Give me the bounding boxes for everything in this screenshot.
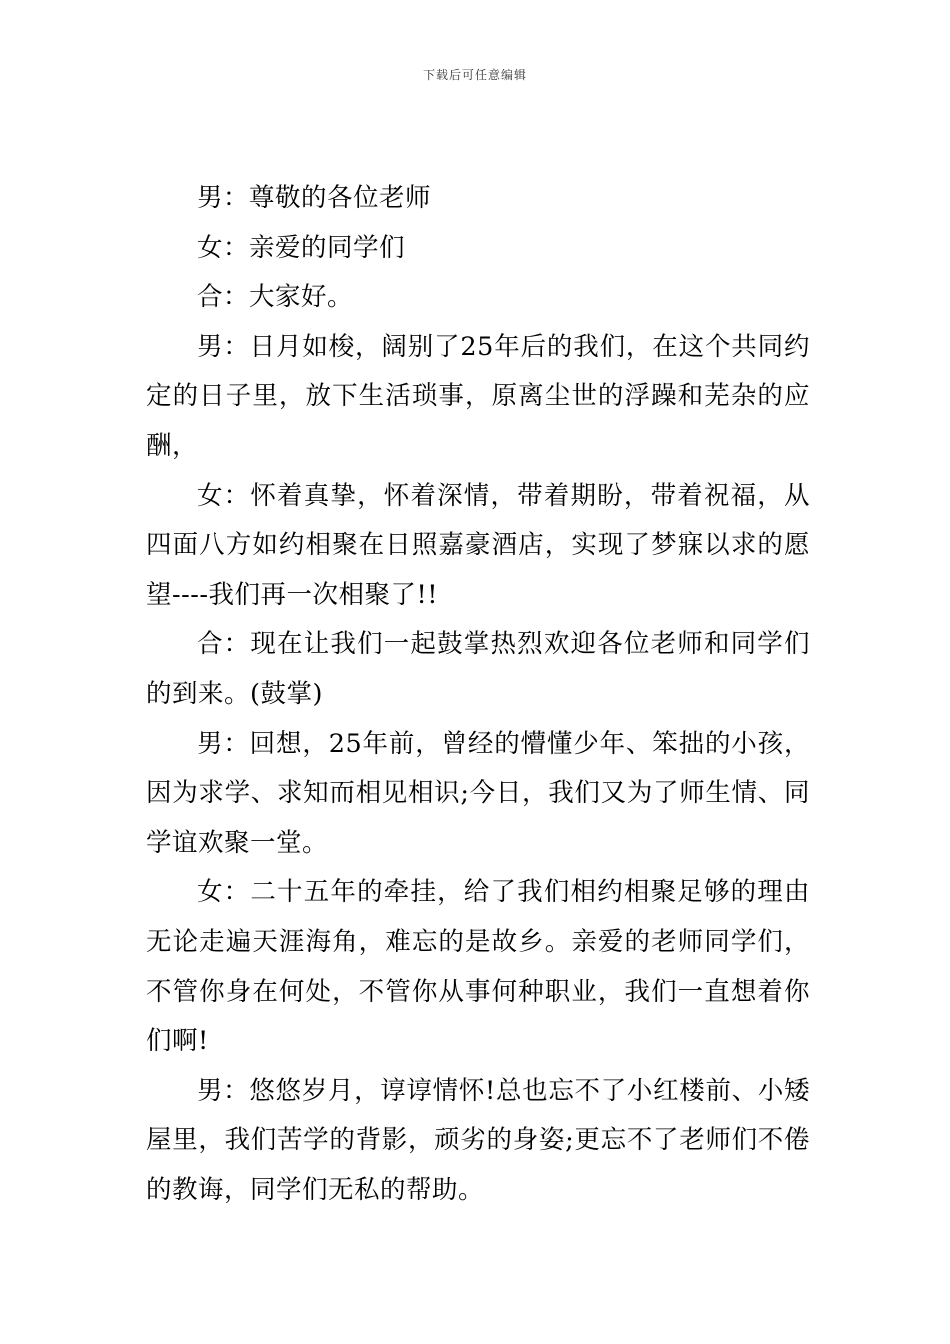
paragraph-9: 男：悠悠岁月，谆谆情怀!总也忘不了小红楼前、小矮屋里，我们苦学的背影，顽劣的身姿;更忘不了老师们不倦的教诲，同学们无私的帮助。 (146, 1075, 810, 1205)
paragraph-8: 女：二十五年的牵挂，给了我们相约相聚足够的理由无论走遍天涯海角，难忘的是故乡。亲爱的老师同学们，不管你身在何处，不管你从事何种职业，我们一直想着你们啊! (146, 877, 810, 1057)
paragraph-5: 女：怀着真挚，怀着深情，带着期盼，带着祝福，从四面八方如约相聚在日照嘉豪酒店，实现了梦寐以求的愿望----我们再一次相聚了!! (146, 480, 810, 610)
page-header-note: 下载后可任意编辑 (422, 68, 527, 82)
paragraph-2: 女：亲爱的同学们 (197, 232, 406, 263)
paragraph-7: 男：回想，25年前，曾经的懵懂少年、笨拙的小孩，因为求学、求知而相见相识;今日，我们又为了师生情、同学谊欢聚一堂。 (146, 728, 810, 858)
document-body (146, 174, 810, 1215)
paragraph-3: 合：大家好。 (197, 282, 354, 313)
paragraph-6: 合：现在让我们一起鼓掌热烈欢迎各位老师和同学们的到来。(鼓掌) (146, 629, 810, 709)
paragraph-4: 男：日月如梭，阔别了25年后的我们，在这个共同约定的日子里，放下生活琐事，原离尘世的浮躁和芜杂的应酬， (146, 331, 810, 461)
paragraph-1: 男：尊敬的各位老师 (197, 183, 432, 213)
